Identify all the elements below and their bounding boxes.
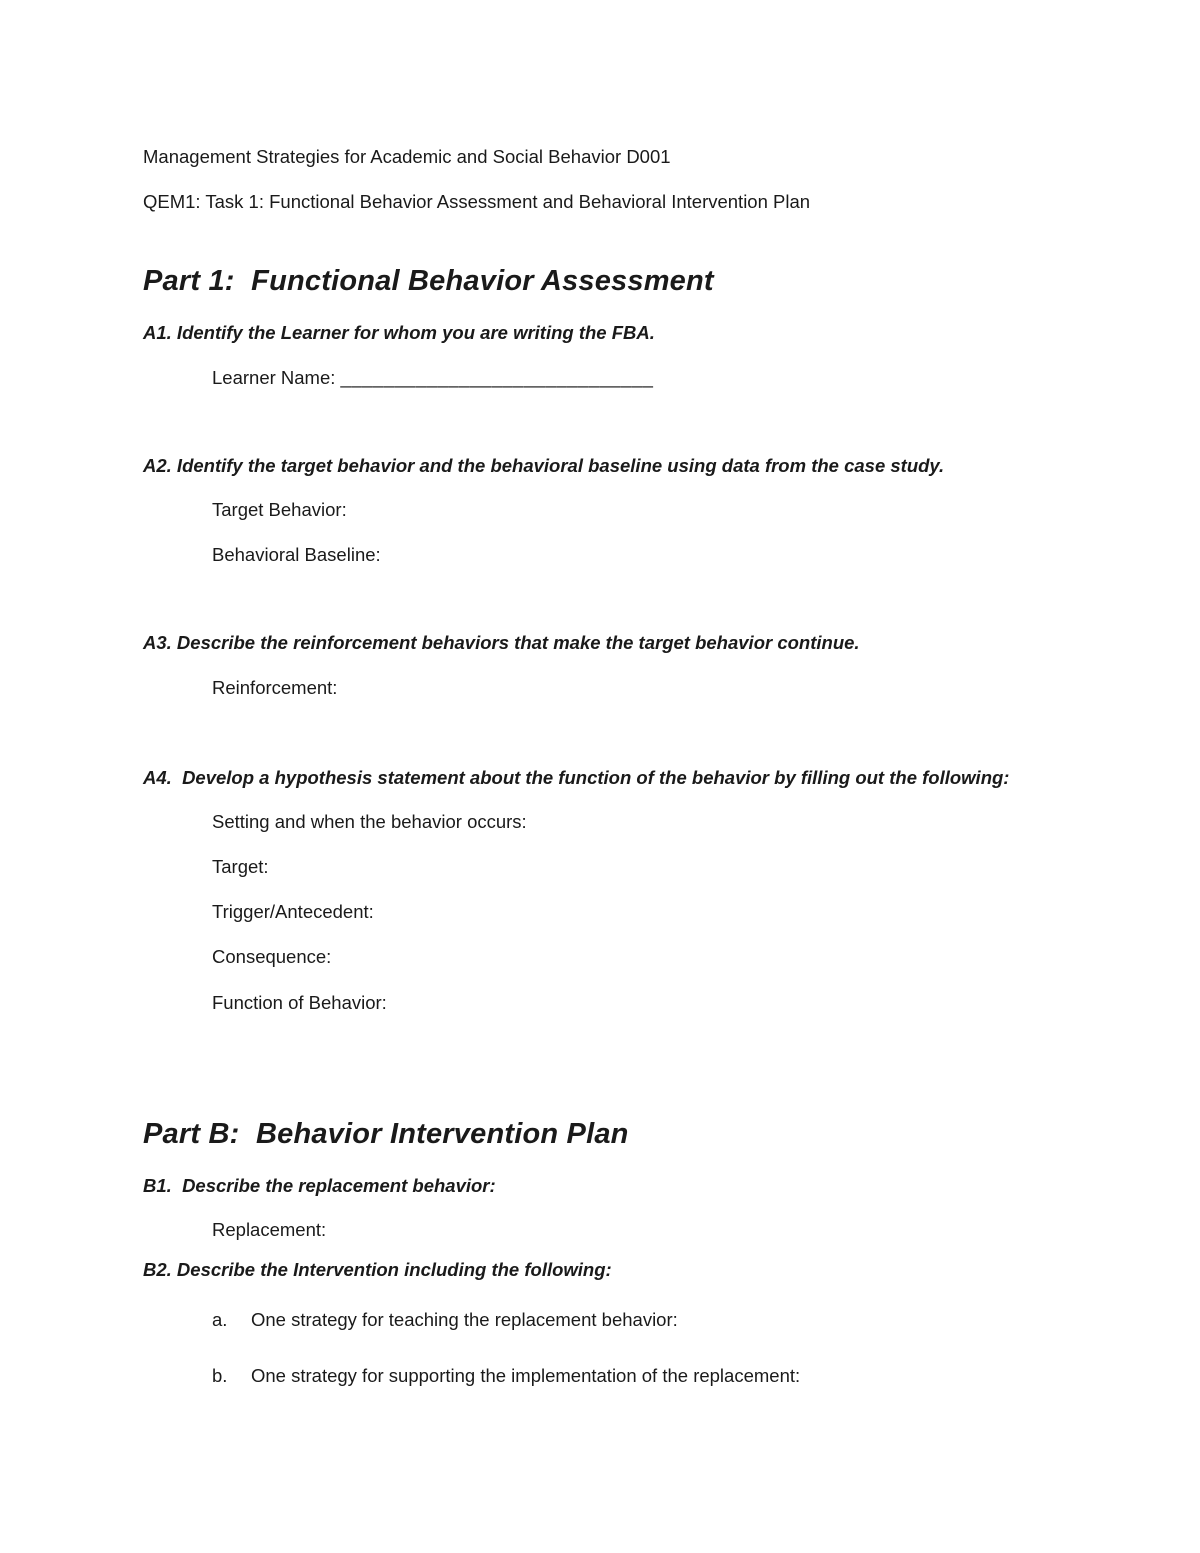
consequence-label: Consequence: [212,946,332,968]
b1-prompt: B1. Describe the replacement behavior: [143,1174,496,1196]
target-behavior-label: Target Behavior: [212,498,347,520]
b2-item-b-marker: b. [212,1364,228,1386]
reinforcement-label: Reinforcement: [212,676,338,698]
behavioral-baseline-label: Behavioral Baseline: [212,544,381,566]
function-of-behavior-label: Function of Behavior: [212,991,387,1013]
b2-item-b-text: One strategy for supporting the implementation of the replacement: [251,1364,801,1386]
b2-item-b [143,1365,1090,1387]
learner-name-label: Learner Name: [212,366,341,388]
b2-item-a-text: One strategy for teaching the replacement behavior: [251,1309,678,1331]
b2-item-a [143,1309,1090,1331]
trigger-antecedent-label: Trigger/Antecedent: [212,901,374,923]
a1-prompt: A1. Identify the Learner for whom you are writing the FBA. [143,322,655,344]
part1-heading: Part 1: Functional Behavior Assessment [143,265,714,298]
a2-prompt: A2. Identify the target behavior and the behavioral baseline using data from the case study. [143,454,945,476]
task-title: QEM1: Task 1: Functional Behavior Assessment and Behavioral Intervention Plan [143,191,811,213]
part-b-heading: Part B: Behavior Intervention Plan [143,1117,629,1150]
target-label: Target: [212,856,269,878]
a4-prompt: A4. Develop a hypothesis statement about the function of the behavior by filling out the following: [143,766,1010,788]
a3-prompt: A3. Describe the reinforcement behaviors that make the target behavior continue. [143,632,860,654]
learner-name-line [143,367,1090,389]
setting-label: Setting and when the behavior occurs: [212,810,527,832]
b2-prompt: B2. Describe the Intervention including the following: [143,1259,612,1281]
b2-item-a-marker: a. [212,1309,228,1331]
replacement-label: Replacement: [212,1219,327,1240]
course-title: Management Strategies for Academic and Social Behavior D001 [143,146,671,167]
learner-name-blank[interactable]: _____________________________ [340,366,654,388]
